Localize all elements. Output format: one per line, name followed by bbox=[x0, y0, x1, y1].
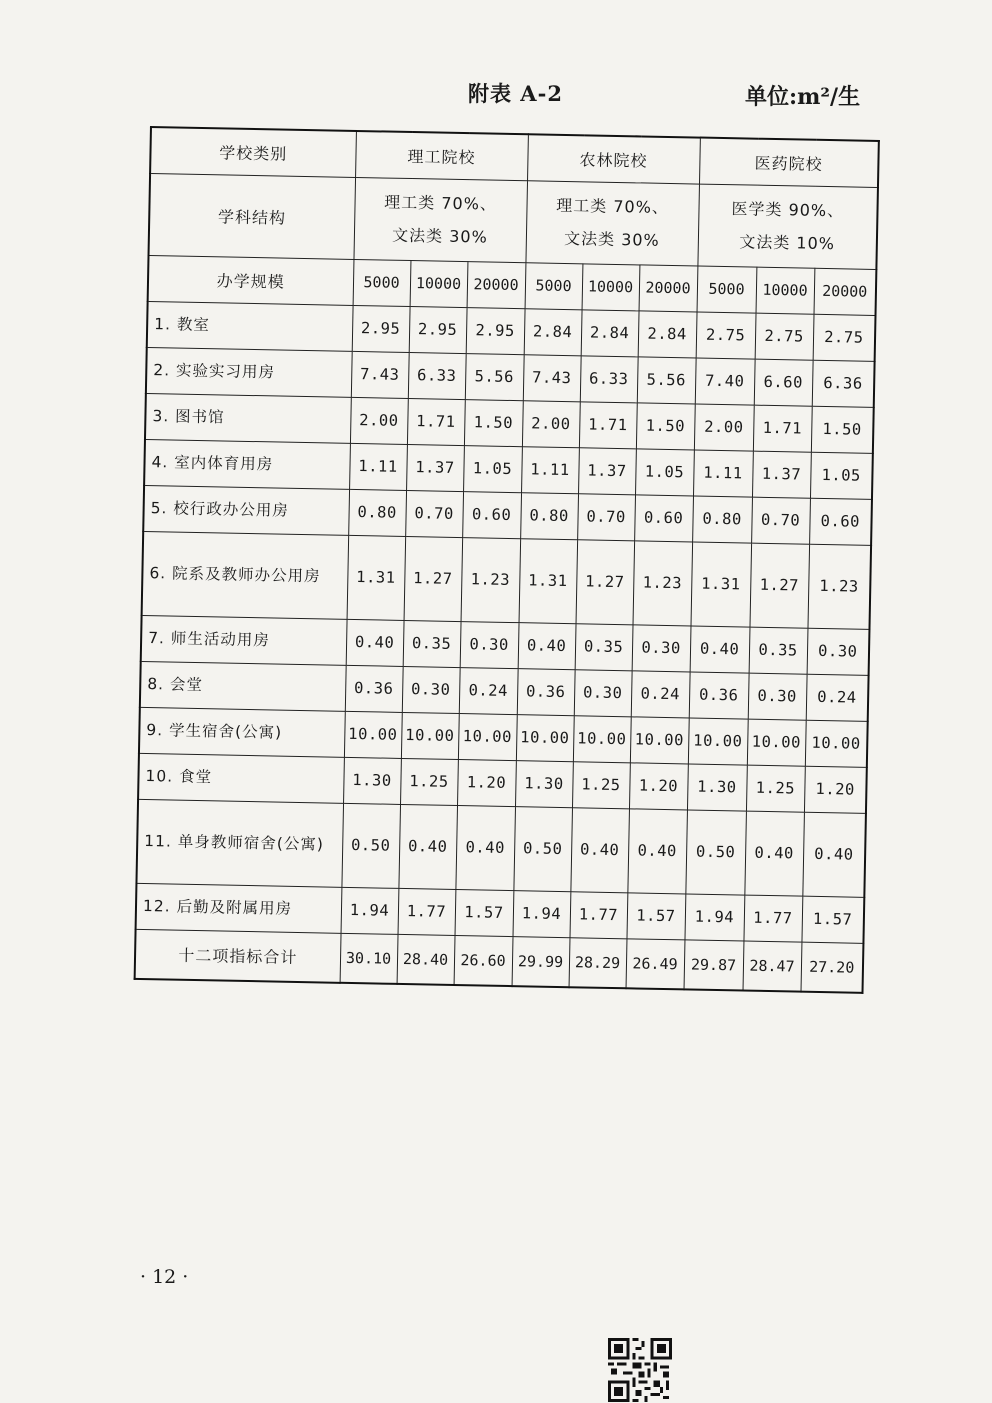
value-cell: 1.57 bbox=[627, 892, 686, 939]
value-cell: 1.37 bbox=[406, 444, 464, 491]
value-cell: 2.00 bbox=[522, 400, 580, 447]
total-cell: 28.29 bbox=[569, 937, 627, 988]
value-cell: 0.40 bbox=[802, 812, 866, 897]
value-cell: 1.37 bbox=[578, 447, 636, 494]
row-label: 10. 食堂 bbox=[138, 753, 344, 803]
row-label: 8. 会堂 bbox=[140, 661, 346, 711]
value-cell: 1.23 bbox=[461, 537, 521, 622]
scale-cell: 20000 bbox=[639, 264, 698, 311]
value-cell: 0.35 bbox=[403, 620, 461, 667]
school-type-header: 医药院校 bbox=[699, 138, 879, 187]
value-cell: 10.00 bbox=[573, 715, 631, 762]
value-cell: 0.40 bbox=[455, 805, 515, 890]
scale-cell: 5000 bbox=[697, 266, 757, 313]
scale-cell: 5000 bbox=[353, 259, 411, 306]
discipline-line: 文法类 30% bbox=[563, 228, 660, 250]
value-cell: 1.31 bbox=[347, 535, 406, 620]
value-cell: 0.40 bbox=[346, 619, 404, 666]
value-cell: 1.05 bbox=[810, 452, 873, 499]
value-cell: 0.35 bbox=[575, 623, 633, 670]
value-cell: 1.30 bbox=[687, 763, 747, 810]
discipline-structure bbox=[697, 184, 878, 269]
value-cell: 6.33 bbox=[408, 352, 466, 399]
value-cell: 6.33 bbox=[580, 355, 638, 402]
value-cell: 0.70 bbox=[405, 490, 463, 537]
value-cell: 1.37 bbox=[752, 451, 811, 498]
value-cell: 2.00 bbox=[694, 404, 754, 451]
value-cell: 10.00 bbox=[747, 719, 806, 766]
value-cell: 10.00 bbox=[630, 716, 689, 763]
value-cell: 2.84 bbox=[524, 308, 582, 355]
value-cell: 0.70 bbox=[577, 493, 635, 540]
value-cell: 0.30 bbox=[807, 628, 870, 675]
value-cell: 1.27 bbox=[750, 543, 810, 628]
value-cell: 1.11 bbox=[521, 446, 579, 493]
total-cell: 29.87 bbox=[684, 939, 744, 990]
row-label: 1. 教室 bbox=[147, 301, 353, 351]
row-label: 7. 师生活动用房 bbox=[141, 615, 347, 665]
value-cell: 0.60 bbox=[634, 494, 693, 541]
value-cell: 5.56 bbox=[465, 353, 524, 400]
value-cell: 0.50 bbox=[513, 806, 572, 891]
value-cell: 2.95 bbox=[466, 307, 525, 354]
value-cell: 10.00 bbox=[401, 712, 459, 759]
discipline-line: 理工类 70%、 bbox=[556, 195, 670, 217]
value-cell: 1.20 bbox=[804, 766, 867, 813]
value-cell: 0.24 bbox=[459, 667, 518, 714]
row-label: 4. 室内体育用房 bbox=[144, 439, 350, 489]
value-cell: 7.43 bbox=[523, 354, 581, 401]
school-type-header: 农林院校 bbox=[527, 134, 700, 183]
value-cell: 0.40 bbox=[744, 811, 804, 896]
value-cell: 1.23 bbox=[808, 544, 872, 629]
value-cell: 0.70 bbox=[751, 497, 810, 544]
value-cell: 0.30 bbox=[460, 621, 519, 668]
area-index-table bbox=[134, 126, 880, 994]
discipline-row bbox=[149, 173, 878, 269]
discipline-line: 医学类 90%、 bbox=[731, 199, 845, 221]
value-cell: 2.95 bbox=[409, 306, 467, 353]
value-cell: 0.35 bbox=[749, 627, 808, 674]
value-cell: 10.00 bbox=[805, 720, 868, 767]
value-cell: 0.36 bbox=[689, 671, 749, 718]
value-cell: 0.80 bbox=[348, 489, 406, 536]
value-cell: 6.36 bbox=[812, 360, 875, 407]
value-cell: 6.60 bbox=[754, 359, 813, 406]
value-cell: 1.57 bbox=[455, 889, 514, 936]
value-cell: 10.00 bbox=[344, 711, 402, 758]
value-cell: 0.40 bbox=[398, 804, 457, 889]
value-cell: 0.36 bbox=[517, 668, 575, 715]
value-cell: 1.77 bbox=[398, 888, 456, 935]
row-label: 3. 图书馆 bbox=[145, 393, 351, 443]
row-label: 11. 单身教师宿舍(公寓) bbox=[136, 799, 343, 887]
table-wrapper bbox=[134, 126, 880, 994]
value-cell: 0.40 bbox=[690, 625, 750, 672]
qr-code bbox=[608, 1338, 672, 1402]
row-label: 6. 院系及教师办公用房 bbox=[142, 531, 349, 619]
scale-cell: 10000 bbox=[756, 267, 815, 314]
value-cell: 1.25 bbox=[746, 765, 805, 812]
value-cell: 1.27 bbox=[404, 536, 463, 621]
value-cell: 2.84 bbox=[638, 310, 697, 357]
scale-cell: 10000 bbox=[582, 263, 640, 310]
value-cell: 1.50 bbox=[464, 399, 523, 446]
value-cell: 0.40 bbox=[627, 808, 687, 893]
value-cell: 10.00 bbox=[688, 717, 748, 764]
value-cell: 1.20 bbox=[457, 759, 516, 806]
value-cell: 7.40 bbox=[695, 358, 755, 405]
discipline-line: 理工类 70%、 bbox=[384, 192, 498, 214]
value-cell: 1.25 bbox=[400, 758, 458, 805]
value-cell: 1.94 bbox=[685, 893, 745, 940]
total-cell: 26.49 bbox=[626, 938, 685, 989]
table-row bbox=[136, 799, 866, 897]
value-cell: 0.30 bbox=[574, 669, 632, 716]
discipline-structure bbox=[525, 180, 699, 265]
row-label: 5. 校行政办公用房 bbox=[143, 485, 349, 535]
value-cell: 1.20 bbox=[629, 762, 688, 809]
total-cell: 30.10 bbox=[340, 933, 398, 984]
discipline-structure bbox=[353, 177, 527, 262]
discipline-label: 学科结构 bbox=[149, 173, 356, 259]
total-cell: 26.60 bbox=[454, 935, 513, 986]
value-cell: 2.95 bbox=[352, 305, 410, 352]
value-cell: 10.00 bbox=[458, 713, 517, 760]
value-cell: 1.57 bbox=[801, 896, 864, 943]
value-cell: 0.80 bbox=[520, 492, 578, 539]
value-cell: 1.71 bbox=[579, 401, 637, 448]
value-cell: 2.75 bbox=[755, 313, 814, 360]
category-label: 学校类别 bbox=[150, 127, 356, 177]
value-cell: 1.30 bbox=[515, 760, 573, 807]
value-cell: 2.00 bbox=[350, 397, 408, 444]
table-title: 附表 A-2 bbox=[468, 81, 563, 106]
value-cell: 1.11 bbox=[349, 443, 407, 490]
total-cell: 28.47 bbox=[743, 941, 802, 992]
scale-cell: 20000 bbox=[467, 261, 526, 308]
value-cell: 2.75 bbox=[696, 312, 756, 359]
value-cell: 1.71 bbox=[753, 405, 812, 452]
value-cell: 0.40 bbox=[570, 807, 629, 892]
page-number: · 12 · bbox=[140, 1266, 189, 1288]
discipline-line: 文法类 30% bbox=[391, 225, 488, 247]
value-cell: 0.50 bbox=[685, 809, 746, 894]
total-cell: 27.20 bbox=[801, 942, 864, 993]
value-cell: 0.36 bbox=[345, 665, 403, 712]
value-cell: 0.40 bbox=[518, 622, 576, 669]
total-cell: 28.40 bbox=[397, 934, 455, 985]
value-cell: 0.60 bbox=[809, 498, 872, 545]
total-cell: 29.99 bbox=[512, 936, 570, 987]
scale-cell: 10000 bbox=[410, 260, 468, 307]
table-row bbox=[142, 531, 872, 629]
value-cell: 7.43 bbox=[351, 351, 409, 398]
value-cell: 0.30 bbox=[748, 673, 807, 720]
value-cell: 1.05 bbox=[463, 445, 522, 492]
value-cell: 0.30 bbox=[402, 666, 460, 713]
school-type-header: 理工院校 bbox=[355, 131, 528, 180]
value-cell: 2.84 bbox=[581, 309, 639, 356]
value-cell: 1.31 bbox=[519, 538, 578, 623]
value-cell: 1.77 bbox=[744, 895, 803, 942]
value-cell: 1.27 bbox=[576, 539, 635, 624]
value-cell: 0.80 bbox=[692, 495, 752, 542]
value-cell: 2.75 bbox=[813, 314, 876, 361]
value-cell: 1.05 bbox=[635, 448, 694, 495]
row-label: 2. 实验实习用房 bbox=[146, 347, 352, 397]
value-cell: 1.71 bbox=[407, 398, 465, 445]
value-cell: 0.50 bbox=[341, 803, 400, 888]
value-cell: 1.30 bbox=[343, 757, 401, 804]
value-cell: 10.00 bbox=[516, 714, 574, 761]
row-label: 12. 后勤及附属用房 bbox=[136, 883, 342, 933]
value-cell: 1.25 bbox=[572, 761, 630, 808]
scale-label: 办学规模 bbox=[148, 255, 354, 305]
value-cell: 1.11 bbox=[693, 450, 753, 497]
value-cell: 1.77 bbox=[570, 891, 628, 938]
value-cell: 1.31 bbox=[691, 541, 752, 626]
row-label: 9. 学生宿舍(公寓) bbox=[139, 707, 345, 757]
total-label: 十二项指标合计 bbox=[135, 929, 341, 983]
scale-cell: 5000 bbox=[525, 262, 583, 309]
value-cell: 0.30 bbox=[632, 624, 691, 671]
value-cell: 0.24 bbox=[631, 670, 690, 717]
scale-cell: 20000 bbox=[814, 268, 877, 315]
unit-label: 单位:m²/生 bbox=[745, 84, 861, 110]
value-cell: 1.94 bbox=[513, 890, 571, 937]
value-cell: 0.24 bbox=[806, 674, 869, 721]
value-cell: 1.50 bbox=[811, 406, 874, 453]
value-cell: 5.56 bbox=[637, 356, 696, 403]
value-cell: 1.50 bbox=[636, 402, 695, 449]
discipline-line: 文法类 10% bbox=[739, 232, 836, 254]
value-cell: 1.23 bbox=[633, 540, 693, 625]
value-cell: 0.60 bbox=[462, 491, 521, 538]
value-cell: 1.94 bbox=[341, 887, 399, 934]
